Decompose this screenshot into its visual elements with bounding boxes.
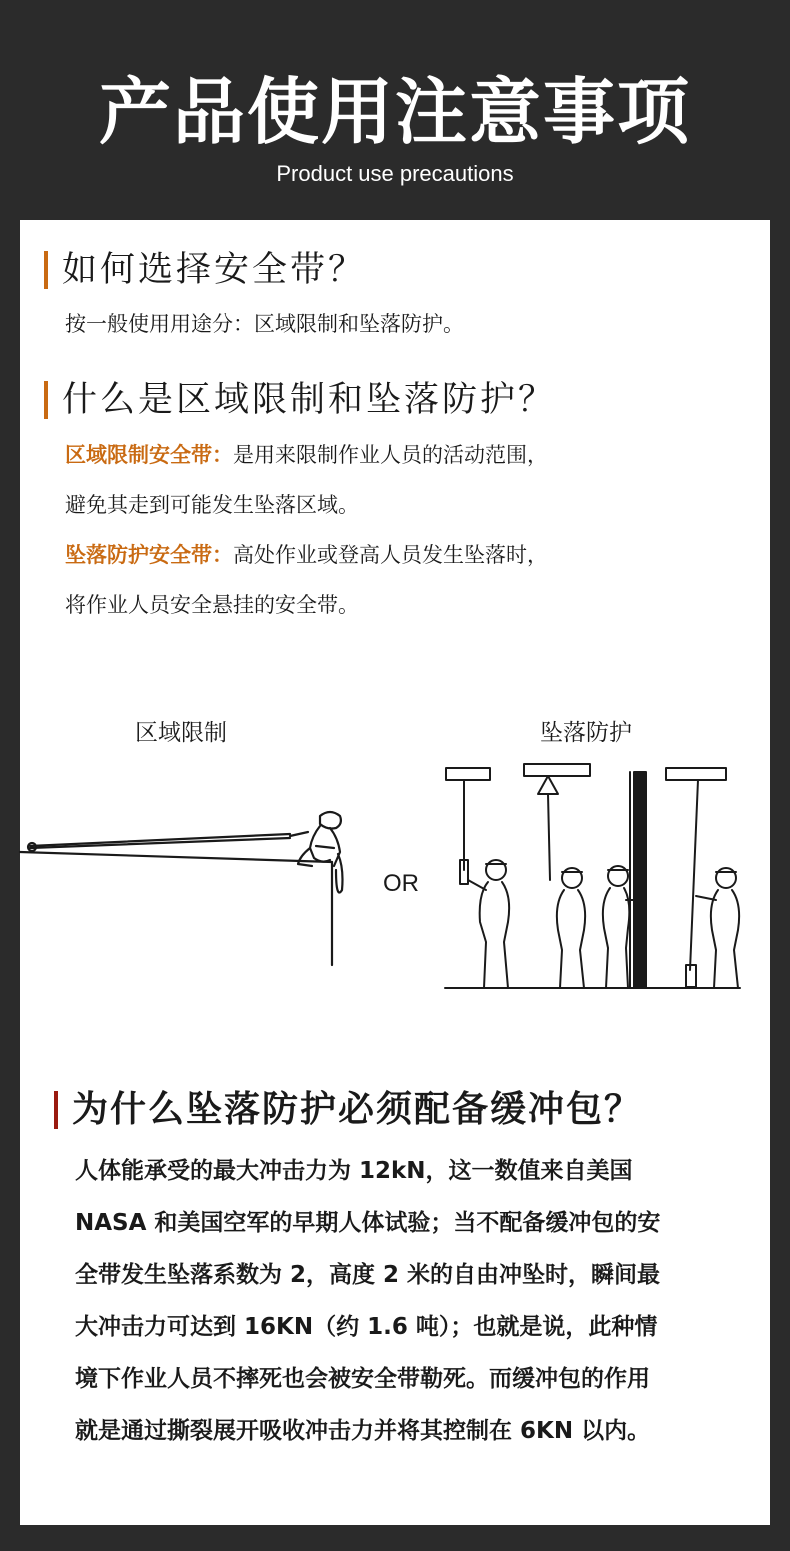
section2-heading-text: 什么是区域限制和坠落防护？ <box>62 380 557 420</box>
item1-text: 是用来限制作业人员的活动范围， <box>233 443 548 467</box>
section3-line: 就是通过撕裂展开吸收冲击力并将其控制在 6KN 以内。 <box>75 1418 651 1444</box>
section3-line: NASA 和美国空军的早期人体试验；当不配备缓冲包的安 <box>75 1210 661 1236</box>
section1-text: 按一般使用用途分：区域限制和坠落防护。 <box>65 312 464 336</box>
section2-item2-cont: 将作业人员安全悬挂的安全带。 <box>65 593 359 617</box>
left-caption: 区域限制 <box>135 720 227 746</box>
section2-item1-cont: 避免其走到可能发生坠落区域。 <box>65 493 359 517</box>
content-panel <box>20 220 770 1525</box>
section3-line: 全带发生坠落系数为 2，高度 2 米的自由冲坠时，瞬间最 <box>75 1262 661 1288</box>
item2-text: 高处作业或登高人员发生坠落时， <box>233 543 548 567</box>
or-label: OR <box>383 870 419 897</box>
section3-line: 人体能承受的最大冲击力为 12kN，这一数值来自美国 <box>75 1158 633 1184</box>
section3-line: 大冲击力可达到 16KN（约 1.6 吨）；也就是说，此种情 <box>75 1314 658 1340</box>
section3-heading <box>54 1088 642 1132</box>
section1-heading-text: 如何选择安全带？ <box>62 250 367 290</box>
section2-item1 <box>65 440 548 470</box>
page-title: 产品使用注意事项 <box>98 70 691 154</box>
right-caption: 坠落防护 <box>540 720 632 746</box>
section2-item2 <box>65 540 548 570</box>
fall-arrest-illustration <box>440 760 750 1000</box>
section1-heading <box>44 248 366 292</box>
accent-bar <box>44 381 48 419</box>
item1-label: 区域限制安全带： <box>65 443 233 467</box>
section3-body <box>75 1145 745 1457</box>
restraint-illustration <box>20 810 360 970</box>
section3-line: 境下作业人员不摔死也会被安全带勒死。而缓冲包的作用 <box>75 1366 650 1392</box>
item2-label: 坠落防护安全带： <box>65 543 233 567</box>
section2-heading <box>44 378 556 422</box>
accent-bar <box>44 251 48 289</box>
section3-heading-text: 为什么坠落防护必须配备缓冲包？ <box>72 1089 643 1130</box>
accent-bar <box>54 1091 58 1129</box>
page-subtitle: Product use precautions <box>276 161 514 186</box>
